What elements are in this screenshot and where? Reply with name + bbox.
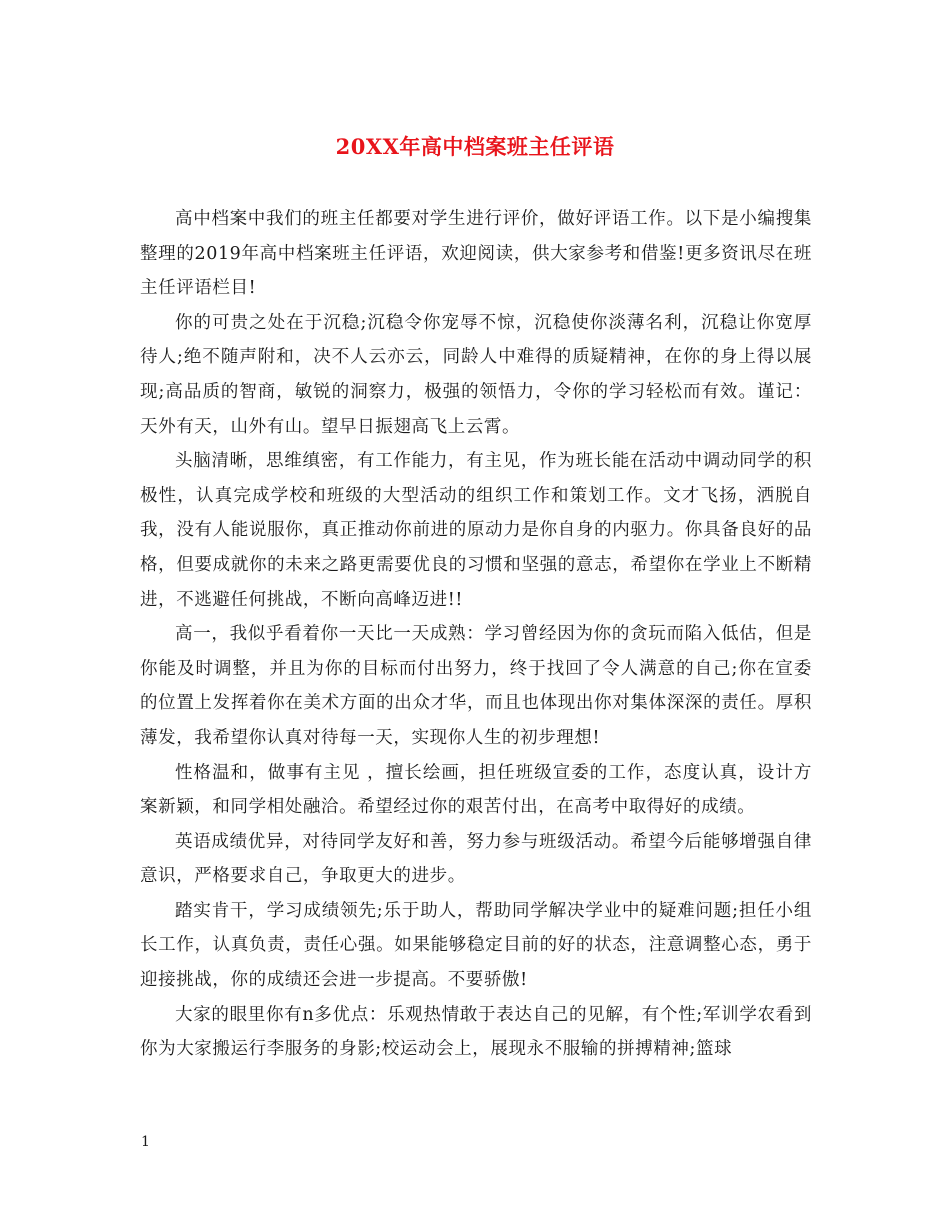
- page-number: 1: [141, 1134, 150, 1150]
- paragraph-intro: 高中档案中我们的班主任都要对学生进行评价，做好评语工作。以下是小编搜集整理的2019年高中档案班主任评语，欢迎阅读，供大家参考和借鉴!更多资讯尽在班主任评语栏目!: [140, 209, 812, 299]
- paragraph-comment-4: 性格温和，做事有主见 ，擅长绘画，担任班级宣委的工作，态度认真，设计方案新颖，和同学相处融洽。希望经过你的艰苦付出，在高考中取得好的成绩。: [140, 762, 812, 818]
- document-title: 20XX年高中档案班主任评语: [335, 134, 615, 159]
- paragraph-comment-7: 大家的眼里你有n多优点：乐观热情敢于表达自己的见解，有个性;军训学农看到你为大家搬运行李服务的身影;校运动会上，展现永不服输的拼搏精神;篮球: [140, 1004, 812, 1060]
- paragraph-comment-2: 头脑清晰，思维缜密，有工作能力，有主见，作为班长能在活动中调动同学的积极性，认真完成学校和班级的大型活动的组织工作和策划工作。文才飞扬，洒脱自我，没有人能说服你，真正推动你前进的原动力是你自身的内驱力。你具备良好的品格，但要成就你的未来之路更需要优良的习惯和坚强的意志，希望你在学业上不断精进，不逃避任何挑战，不断向高峰迈进!!: [140, 451, 812, 610]
- paragraph-comment-5: 英语成绩优异，对待同学友好和善，努力参与班级活动。希望今后能够增强自律意识，严格要求自己，争取更大的进步。: [140, 831, 812, 887]
- paragraph-comment-1: 你的可贵之处在于沉稳;沉稳令你宠辱不惊，沉稳使你淡薄名利，沉稳让你宽厚待人;绝不随声附和，决不人云亦云，同龄人中难得的质疑精神，在你的身上得以展现;高品质的智商，敏锐的洞察力，极强的领悟力，令你的学习轻松而有效。谨记：天外有天，山外有山。望早日振翅高飞上云霄。: [140, 312, 812, 437]
- paragraph-comment-6: 踏实肯干，学习成绩领先;乐于助人，帮助同学解决学业中的疑难问题;担任小组长工作，认真负责，责任心强。如果能够稳定目前的好的状态，注意调整心态，勇于迎接挑战，你的成绩还会进一步提高。不要骄傲!: [140, 900, 812, 991]
- paragraph-comment-3: 高一，我似乎看着你一天比一天成熟：学习曾经因为你的贪玩而陷入低估，但是你能及时调整，并且为你的目标而付出努力，终于找回了令人满意的自己;你在宣委的位置上发挥着你在美术方面的出众才华，而且也体现出你对集体深深的责任。厚积薄发，我希望你认真对待每一天，实现你人生的初步理想!: [140, 624, 812, 748]
- document-body: [140, 202, 812, 1067]
